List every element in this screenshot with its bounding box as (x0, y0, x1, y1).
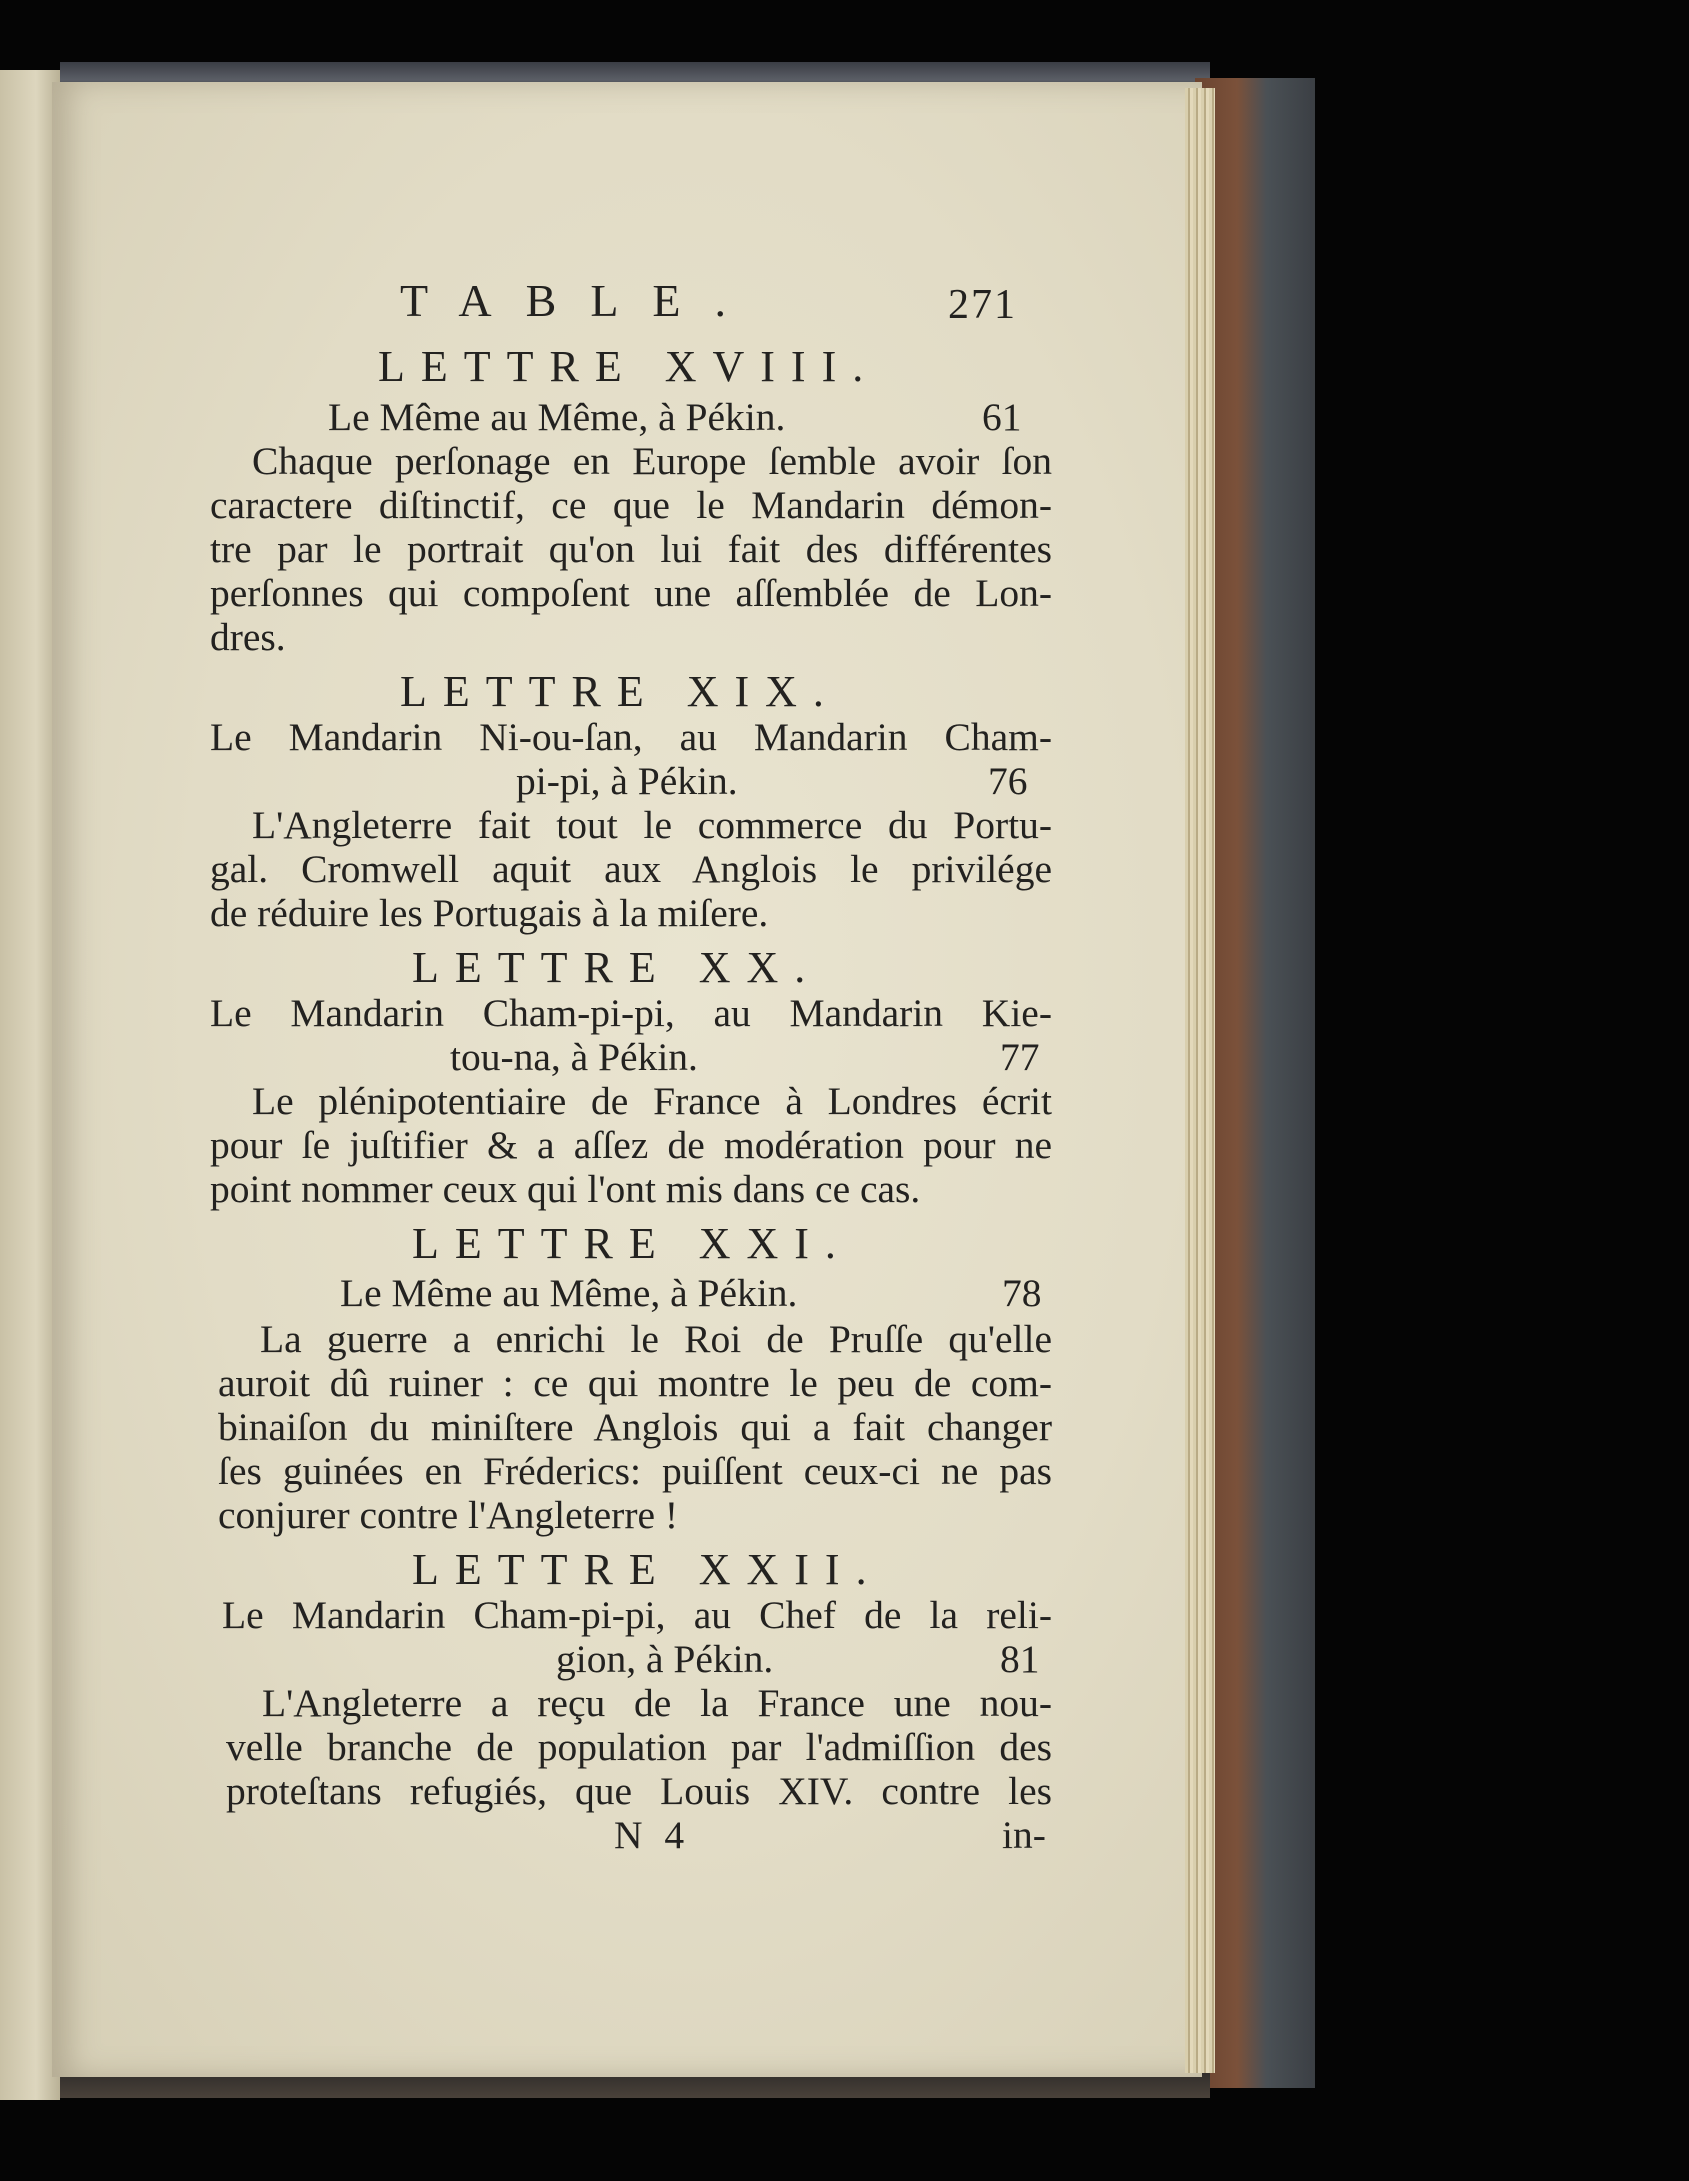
letter-addressee: Le Mandarin Cham-pi-pi, au Chef de la reli- (222, 1593, 1052, 1637)
summary-line: velle branche de population par l'admiſſion des (226, 1725, 1052, 1769)
letter-addressee: Le Même au Même, à Pékin. (340, 1271, 798, 1315)
signature-mark: N 4 (614, 1813, 691, 1857)
summary-line: de réduire les Portugais à la miſere. (210, 891, 769, 935)
page-edges (1185, 88, 1215, 2073)
letter-heading: LETTRE XXII. (412, 1545, 883, 1594)
summary-line: proteſtans refugiés, que Louis XIV. contre les (226, 1769, 1052, 1813)
summary-line: perſonnes qui compoſent une aſſemblée de Lon- (210, 571, 1052, 615)
letter-page-ref: 77 (1000, 1035, 1040, 1079)
letter-addressee: Le Mandarin Cham-pi-pi, au Mandarin Kie- (210, 991, 1052, 1035)
page-number: 271 (948, 282, 1017, 328)
summary-line: ſes guinées en Fréderics: puiſſent ceux-ci ne pas (218, 1449, 1052, 1493)
running-title: TABLE. (400, 275, 761, 326)
summary-line: dres. (210, 615, 286, 659)
letter-heading: LETTRE XVIII. (378, 342, 880, 391)
letter-heading: LETTRE XXI. (412, 1219, 852, 1268)
summary-line: auroit dû ruiner : ce qui montre le peu de com- (218, 1361, 1052, 1405)
summary-line: Le plénipotentiaire de France à Londres écrit (252, 1079, 1052, 1123)
summary-line: Chaque perſonage en Europe ſemble avoir ſon (252, 439, 1052, 483)
letter-page-ref: 81 (1000, 1637, 1040, 1681)
letter-page-ref: 61 (982, 395, 1022, 439)
left-page-edge (0, 70, 60, 2100)
letter-addressee: Le Mandarin Ni-ou-ſan, au Mandarin Cham- (210, 715, 1052, 759)
summary-line: point nommer ceux qui l'ont mis dans ce cas. (210, 1167, 921, 1211)
summary-line: conjurer contre l'Angleterre ! (218, 1493, 679, 1537)
summary-line: L'Angleterre a reçu de la France une nou- (262, 1681, 1052, 1725)
letter-addressee: Le Même au Même, à Pékin. (328, 395, 786, 439)
letter-page-ref: 78 (1002, 1271, 1042, 1315)
letter-addressee: pi-pi, à Pékin. (516, 759, 738, 803)
summary-line: L'Angleterre fait tout le commerce du Portu- (252, 803, 1052, 847)
summary-line: pour ſe juſtifier & a aſſez de modération pour ne (210, 1123, 1052, 1167)
summary-line: gal. Cromwell aquit aux Anglois le privilége (210, 847, 1052, 891)
letter-heading: LETTRE XX. (412, 943, 822, 992)
letter-page-ref: 76 (988, 759, 1028, 803)
summary-line: tre par le portrait qu'on lui fait des différentes (210, 527, 1052, 571)
letter-addressee: tou-na, à Pékin. (450, 1035, 698, 1079)
catchword: in- (1002, 1813, 1046, 1857)
summary-line: La guerre a enrichi le Roi de Pruſſe qu'elle (260, 1317, 1052, 1361)
letter-heading: LETTRE XIX. (400, 667, 840, 716)
letter-addressee: gion, à Pékin. (556, 1637, 774, 1681)
summary-line: caractere diſtinctif, ce que le Mandarin démon- (210, 483, 1052, 527)
summary-line: binaiſon du miniſtere Anglois qui a fait changer (218, 1405, 1052, 1449)
